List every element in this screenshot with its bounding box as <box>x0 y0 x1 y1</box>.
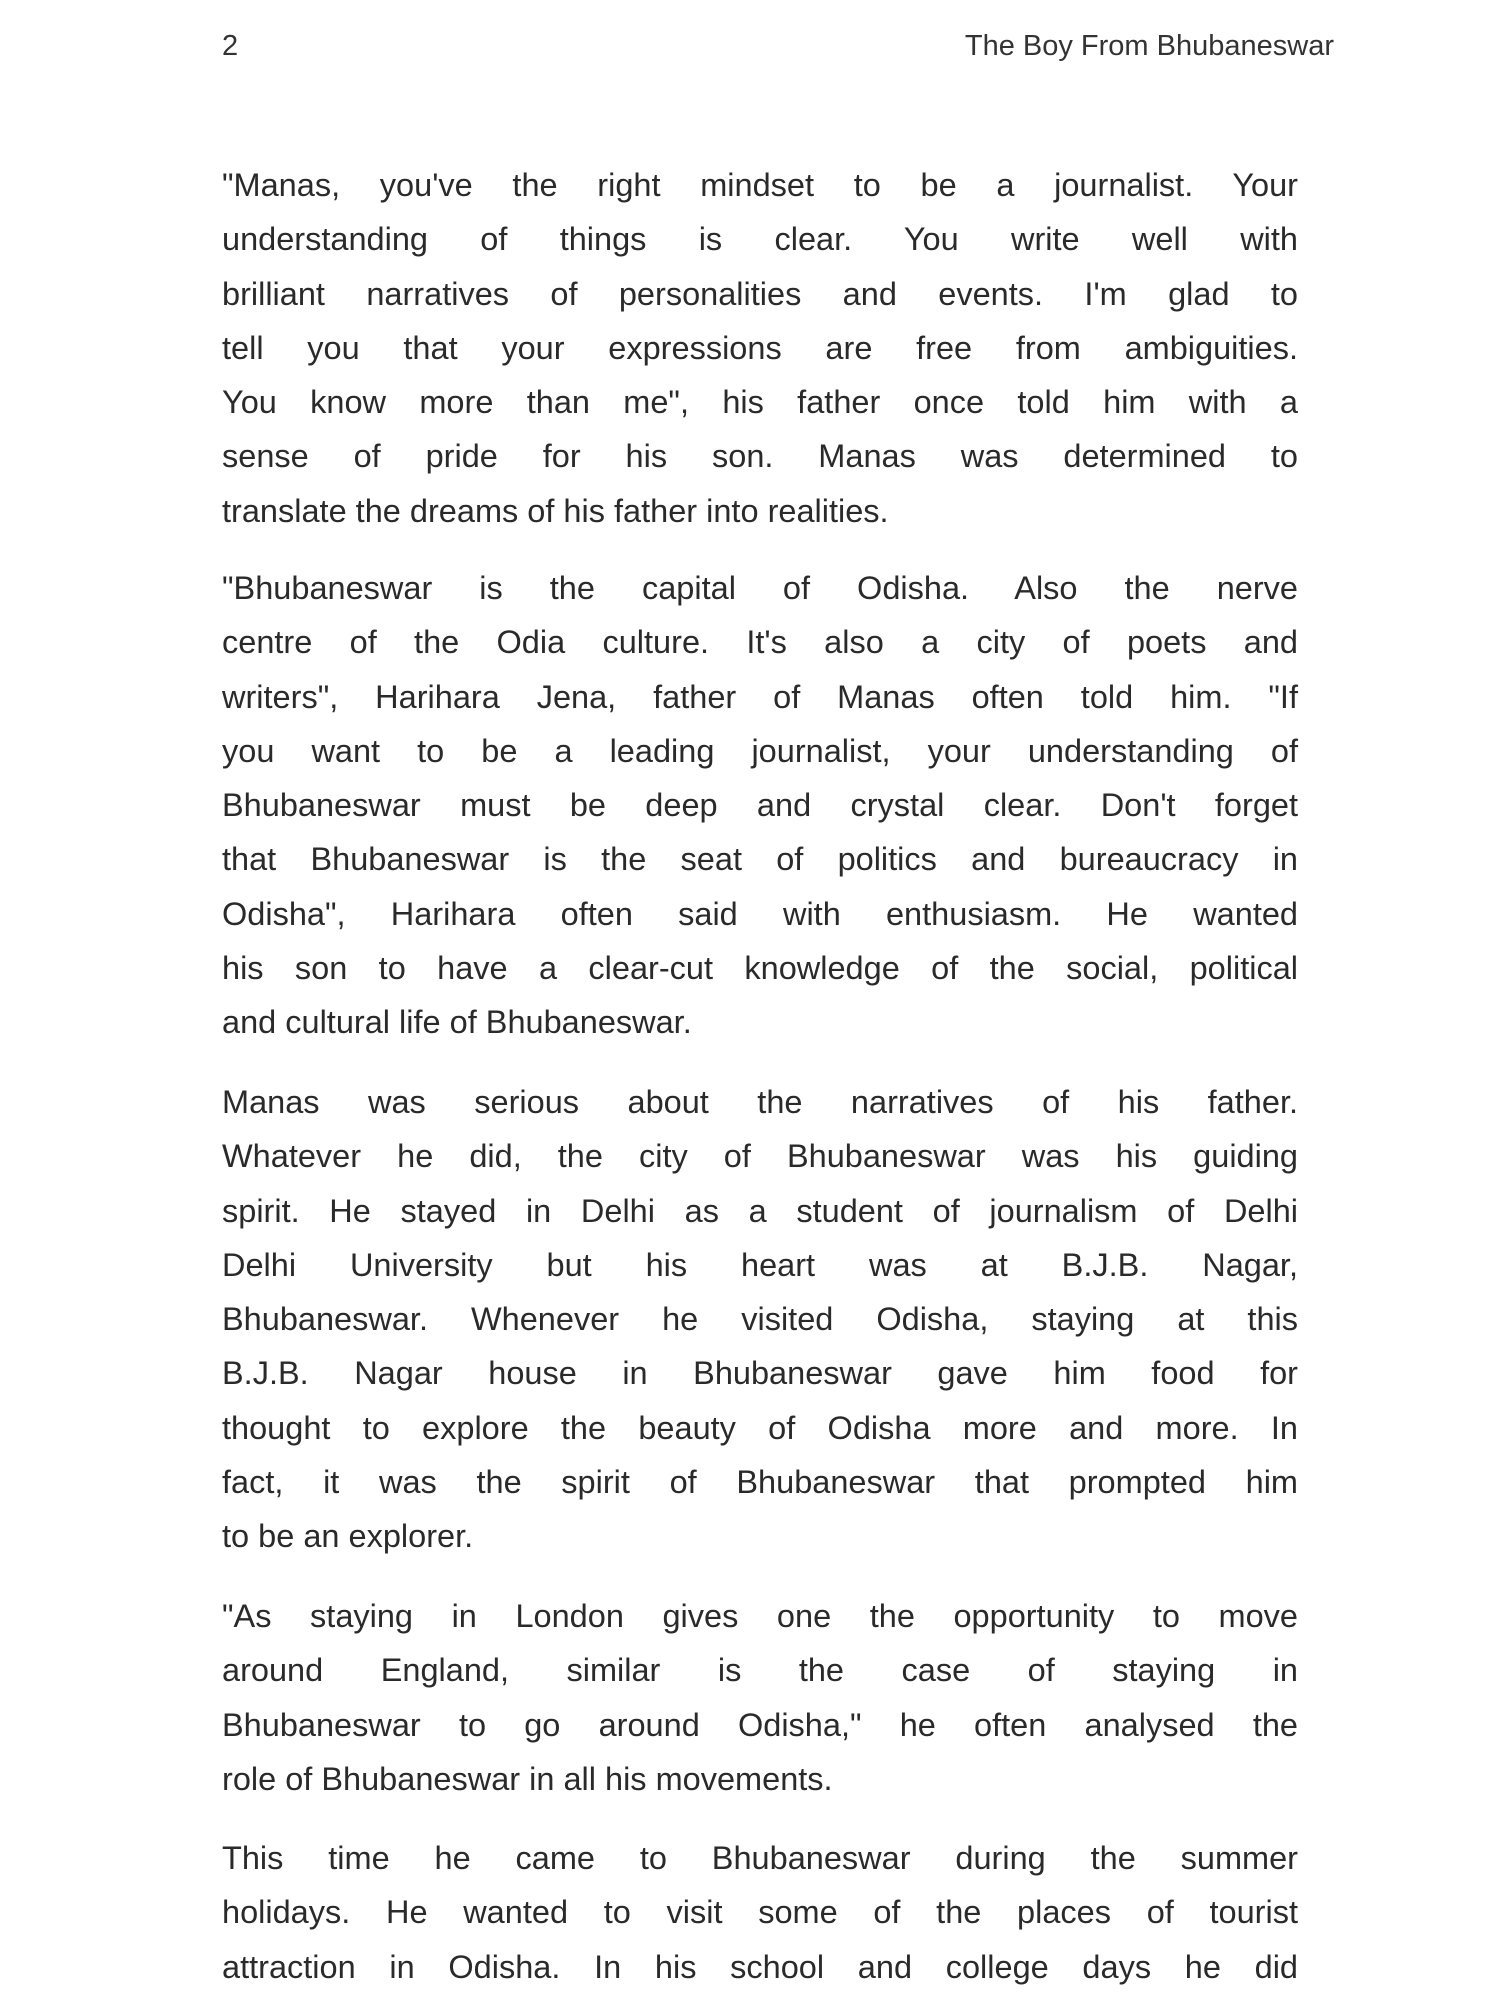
text-line: role of Bhubaneswar in all his movements. <box>222 1760 833 1797</box>
paragraph <box>222 561 1298 1050</box>
text-line: and cultural life of Bhubaneswar. <box>222 1004 692 1041</box>
text-line: B.J.B. Nagar house in Bhubaneswar gave him food for <box>222 1355 1298 1392</box>
text-line: tell you that your expressions are free from ambiguities. <box>222 329 1298 366</box>
paragraph <box>222 1831 1298 1994</box>
text-line: You know more than me", his father once told him with a <box>222 384 1298 421</box>
text-line: his son to have a clear-cut knowledge of the social, political <box>222 950 1298 987</box>
text-line: writers", Harihara Jena, father of Manas often told him. "If <box>222 678 1298 715</box>
text-line: Whatever he did, the city of Bhubaneswar was his guiding <box>222 1138 1298 1175</box>
text-line: attraction in Odisha. In his school and college days he did <box>222 1948 1298 1985</box>
text-line: that Bhubaneswar is the seat of politics and bureaucracy in <box>222 841 1298 878</box>
text-line: around England, similar is the case of staying in <box>222 1652 1298 1689</box>
running-header-title: The Boy From Bhubaneswar <box>964 30 1334 62</box>
text-line: "As staying in London gives one the opportunity to move <box>222 1598 1298 1634</box>
text-line: Bhubaneswar. Whenever he visited Odisha, staying at this <box>222 1301 1298 1338</box>
text-line: holidays. He wanted to visit some of the places of tourist <box>222 1894 1298 1931</box>
text-line: sense of pride for his son. Manas was determined to <box>222 438 1298 475</box>
text-line: brilliant narratives of personalities and events. I'm glad to <box>222 275 1298 312</box>
paragraph <box>222 1589 1298 1806</box>
text-line: This time he came to Bhubaneswar during the summer <box>222 1840 1298 1876</box>
text-line: spirit. He stayed in Delhi as a student of journalism of Delhi <box>222 1192 1298 1229</box>
text-line: Manas was serious about the narratives of his father. <box>222 1084 1298 1120</box>
text-line: Delhi University but his heart was at B.J.B. Nagar, <box>222 1246 1298 1283</box>
page-number: 2 <box>222 30 239 62</box>
text-line: "Manas, you've the right mindset to be a journalist. Your <box>222 167 1298 203</box>
text-line: translate the dreams of his father into realities. <box>222 492 889 529</box>
text-line: Bhubaneswar to go around Odisha," he often analysed the <box>222 1706 1298 1743</box>
text-line: understanding of things is clear. You write well with <box>222 221 1298 258</box>
paragraph <box>222 1075 1298 1564</box>
paragraph <box>222 158 1298 538</box>
text-line: fact, it was the spirit of Bhubaneswar that prompted him <box>222 1464 1298 1501</box>
text-line: to be an explorer. <box>222 1518 474 1555</box>
text-line: "Bhubaneswar is the capital of Odisha. Also the nerve <box>222 570 1298 606</box>
text-line: Bhubaneswar must be deep and crystal clear. Don't forget <box>222 787 1298 824</box>
text-line: you want to be a leading journalist, your understanding of <box>222 732 1298 769</box>
text-line: centre of the Odia culture. It's also a city of poets and <box>222 624 1298 661</box>
text-line: thought to explore the beauty of Odisha more and more. In <box>222 1409 1298 1446</box>
text-line: Odisha", Harihara often said with enthusiasm. He wanted <box>222 895 1298 932</box>
